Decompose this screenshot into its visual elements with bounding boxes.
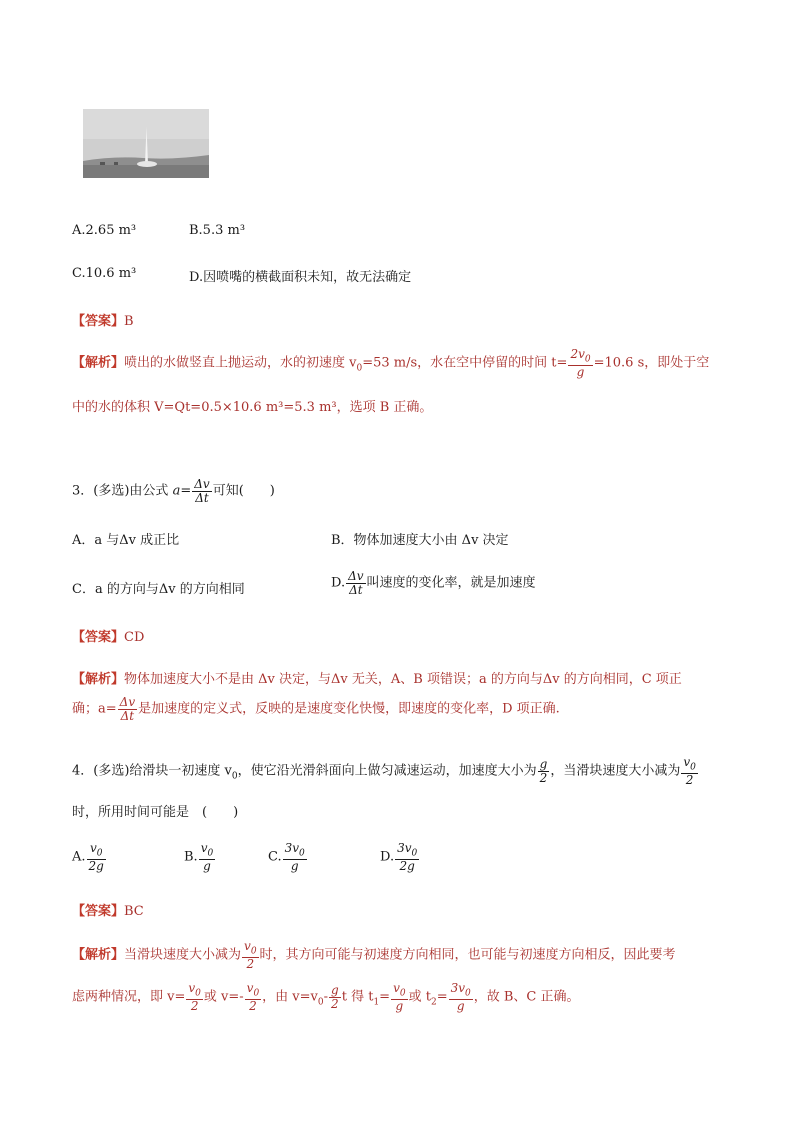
q4-option-b: B. $\frac{v_0}{g}$ <box>184 841 214 873</box>
fraction-v0-over-g: $\frac{v_0}{g}$ <box>393 981 406 1013</box>
fraction-dv-over-dt: $\frac{\Delta v}{\Delta t}$ <box>119 695 136 723</box>
fraction-v0-over-2: $\frac{v_0}{2}$ <box>244 939 257 971</box>
analysis-tag: 【解析】 <box>72 672 125 687</box>
fraction-dv-over-dt: $\frac{\Delta v}{\Delta t}$ <box>348 569 364 597</box>
analysis-text: =53 m/s，水在空中停留的时间 t= <box>362 355 568 371</box>
q2-option-d: D.因喷嘴的横截面积未知，故无法确定 <box>189 270 412 285</box>
fraction-3v0-over-g: $\frac{3v_0}{g}$ <box>450 981 471 1013</box>
fraction-v0-over-2g: $\frac{v_0}{2g}$ <box>88 841 104 873</box>
stem-text: 可知( ) <box>212 483 275 499</box>
analysis-text: 时，其方向可能与初速度方向相同，也可能与初速度方向相反，因此要考 <box>259 947 676 963</box>
answer-value: B <box>124 314 134 329</box>
q4-answer <box>72 900 144 919</box>
fraction-3v0-over-2g: $\frac{3v_0}{2g}$ <box>397 841 418 873</box>
fraction-3v0-over-g: $\frac{3v_0}{g}$ <box>284 841 305 873</box>
stem-text: 4．(多选)给滑块一初速度 v <box>72 763 232 779</box>
fraction-g-over-2: $\frac{g}{2}$ <box>539 757 548 785</box>
analysis-text: =10.6 s，即处于空 <box>593 355 710 371</box>
analysis-text: 物体加速度大小不是由 Δv 决定，与Δv 无关，A、B 项错误；a 的方向与Δv 的方向相同，C 项正 <box>124 672 682 687</box>
stem-text: ，当滑块速度大小减为 <box>550 763 681 779</box>
answer-value: CD <box>124 630 145 645</box>
fraction-v0-over-2: $\frac{v_0}{2}$ <box>188 981 201 1013</box>
answer-value: BC <box>124 904 144 919</box>
q2-option-c: C.10.6 m³ <box>72 266 137 281</box>
q3-option-b: B．物体加速度大小由 Δv 决定 <box>331 533 509 548</box>
analysis-text: 是加速度的定义式，反映的是速度变化快慢，即速度的变化率，D 项正确. <box>138 701 560 717</box>
q4-analysis-line-1 <box>72 940 676 970</box>
analysis-text: ，故 B、C 正确。 <box>473 989 580 1005</box>
fraction-2v0-over-g: $\frac{2v_0}{g}$ <box>570 347 591 379</box>
fraction-v0-over-g: $\frac{v_0}{g}$ <box>200 841 214 873</box>
analysis-text: ，由 v=v <box>262 989 318 1005</box>
fraction-g-over-2: $\frac{g}{2}$ <box>331 983 339 1011</box>
q3-option-a: A．a 与Δv 成正比 <box>72 533 180 548</box>
option-text: 叫速度的变化率，就是加速度 <box>366 575 536 591</box>
q2-analysis-line-2: 中的水的体积 V=Qt=0.5×10.6 m³=5.3 m³，选项 B 正确。 <box>72 400 433 415</box>
q3-option-d: D. $\frac{\Delta v}{\Delta t}$ 叫速度的变化率，就是加速度 <box>331 569 536 597</box>
fountain-photo <box>83 109 209 178</box>
q3-stem: 3．(多选)由公式 a= $\frac{\Delta v}{\Delta t}$ 可知( ) <box>72 477 275 505</box>
answer-tag: 【答案】 <box>72 630 125 645</box>
stem-text: ，使它沿光滑斜面向上做匀减速运动，加速度大小为 <box>237 763 537 779</box>
fountain-illustration <box>83 109 209 178</box>
analysis-text: 确；a= <box>72 701 117 717</box>
q2-answer <box>72 310 134 329</box>
answer-tag: 【答案】 <box>72 314 125 329</box>
analysis-text: 虑两种情况，即 v= <box>72 989 186 1005</box>
q4-stem-line-2: 时，所用时间可能是 ( ) <box>72 805 239 820</box>
fraction-dv-over-dt: $\frac{\Delta v}{\Delta t}$ <box>194 477 210 505</box>
q2-option-b: B.5.3 m³ <box>189 223 246 238</box>
q4-option-c: C. $\frac{3v_0}{g}$ <box>268 841 305 873</box>
analysis-text: t 得 t <box>341 989 374 1005</box>
q4-option-d: D. $\frac{3v_0}{2g}$ <box>380 841 418 873</box>
q2-analysis-line-1: 【解析】喷出的水做竖直上抛运动，水的初速度 $v_0=53$ m/s，水在空中停留的时间 t= $\frac{2v_0}{g}$ =10.6 s，即处于空 <box>72 347 710 379</box>
analysis-tag: 【解析】 <box>72 947 125 963</box>
q3-analysis-line-2 <box>72 696 560 722</box>
fraction-v0-over-2: $\frac{v_0}{2}$ <box>683 755 696 787</box>
analysis-text: 当滑块速度大小减为 <box>124 947 242 963</box>
fraction-v0-over-2: $\frac{v_0}{2}$ <box>246 981 260 1013</box>
q3-option-c: C．a 的方向与Δv 的方向相同 <box>72 582 245 597</box>
q4-analysis-line-2: 虑两种情况，即 v= $\frac{v_0}{2}$ 或 v=- $\frac{v_0}{2}$ ，由 $v=v_0-$ $\frac{g}{2}$ t 得 $t_1=$ $\frac{v_0}{g}$ 或 $t_2=$ $\frac{3v_0}{g}$ ，故 B、C 正确。 <box>72 981 580 1013</box>
q4-option-a: A. $\frac{v_0}{2g}$ <box>72 841 104 873</box>
analysis-tag: 【解析】 <box>72 355 125 371</box>
q4-stem-line-1: 4．(多选)给滑块一初速度 $v_0$，使它沿光滑斜面向上做匀减速运动，加速度大小为 $\frac{g}{2}$ ，当滑块速度大小减为 $\frac{v_0}{2}$ <box>72 755 696 787</box>
analysis-text: 喷出的水做竖直上抛运动，水的初速度 v <box>124 355 357 371</box>
answer-tag: 【答案】 <box>72 904 125 919</box>
q3-analysis-line-1 <box>72 668 682 687</box>
stem-text: 3．(多选)由公式 <box>72 483 173 499</box>
q2-option-a: A.2.65 m³ <box>72 223 137 238</box>
analysis-text: 或 v=- <box>203 989 244 1005</box>
q3-answer <box>72 626 144 645</box>
analysis-text: 或 t <box>408 989 431 1005</box>
